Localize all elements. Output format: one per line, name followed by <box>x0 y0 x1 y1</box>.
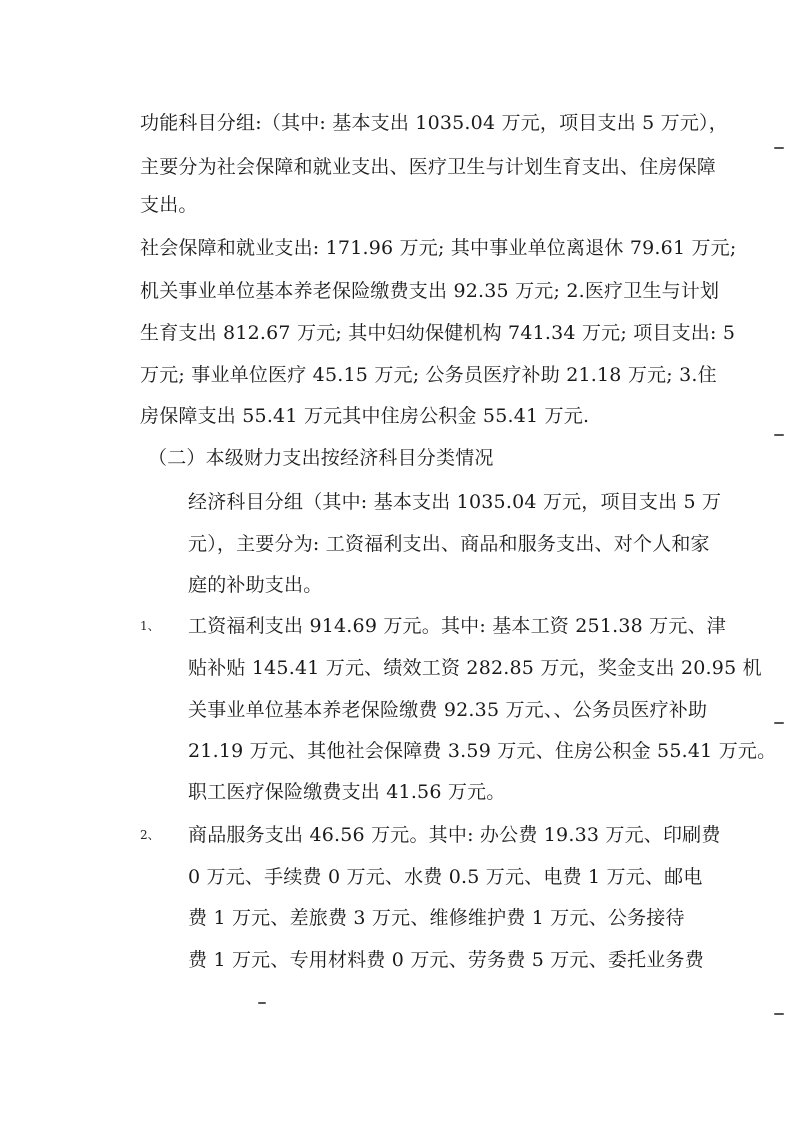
scan-mark <box>774 147 784 149</box>
text-line: 生育支出 812.67 万元; 其中妇幼保健机构 741.34 万元; 项目支出: 5 <box>140 322 736 344</box>
text-line: 房保障支出 55.41 万元其中住房公积金 55.41 万元. <box>140 405 590 427</box>
text-line: 21.19 万元、其他社会保障费 3.59 万元、住房公积金 55.41 万元。 <box>188 740 777 762</box>
text-line: 机关事业单位基本养老保险缴费支出 92.35 万元; 2.医疗卫生与计划 <box>140 280 720 302</box>
scan-mark <box>774 722 784 724</box>
text-line: 费 1 万元、差旅费 3 万元、维修维护费 1 万元、公务接待 <box>188 907 685 929</box>
text-line: 万元; 事业单位医疗 45.15 万元; 公务员医疗补助 21.18 万元; 3.住 <box>140 364 717 386</box>
text-line: 功能科目分组:（其中: 基本支出 1035.04 万元，项目支出 5 万元）， <box>140 112 728 134</box>
text-line: 支出。 <box>140 194 198 216</box>
text-line: 社会保障和就业支出: 171.96 万元; 其中事业单位离退休 79.61 万元; <box>140 237 737 259</box>
text-line: 工资福利支出 914.69 万元。其中: 基本工资 251.38 万元、津 <box>188 615 726 637</box>
text-line: 主要分为社会保障和就业支出、医疗卫生与计划生育支出、住房保障 <box>140 156 717 178</box>
text-line: 贴补贴 145.41 万元、绩效工资 282.85 万元，奖金支出 20.95 机 <box>188 657 762 679</box>
scan-mark <box>774 434 784 436</box>
text-line: 经济科目分组（其中: 基本支出 1035.04 万元，项目支出 5 万 <box>188 491 722 513</box>
list-number: 2、 <box>140 828 160 842</box>
section-heading: （二）本级财力支出按经济科目分类情况 <box>148 447 494 469</box>
text-line: 0 万元、手续费 0 万元、水费 0.5 万元、电费 1 万元、邮电 <box>188 866 703 888</box>
list-number: 1、 <box>140 619 160 633</box>
scan-mark <box>774 1013 784 1015</box>
text-line: 费 1 万元、专用材料费 0 万元、劳务费 5 万元、委托业务费 <box>188 949 704 971</box>
text-line: 关事业单位基本养老保险缴费 92.35 万元、、公务员医疗补助 <box>188 699 708 721</box>
scan-mark <box>258 1002 266 1004</box>
text-line: 职工医疗保险缴费支出 41.56 万元。 <box>188 781 506 803</box>
text-line: 庭的补助支出。 <box>188 574 323 596</box>
text-line: 元），主要分为: 工资福利支出、商品和服务支出、对个人和家 <box>188 533 710 555</box>
text-line: 商品服务支出 46.56 万元。其中: 办公费 19.33 万元、印刷费 <box>188 824 721 846</box>
